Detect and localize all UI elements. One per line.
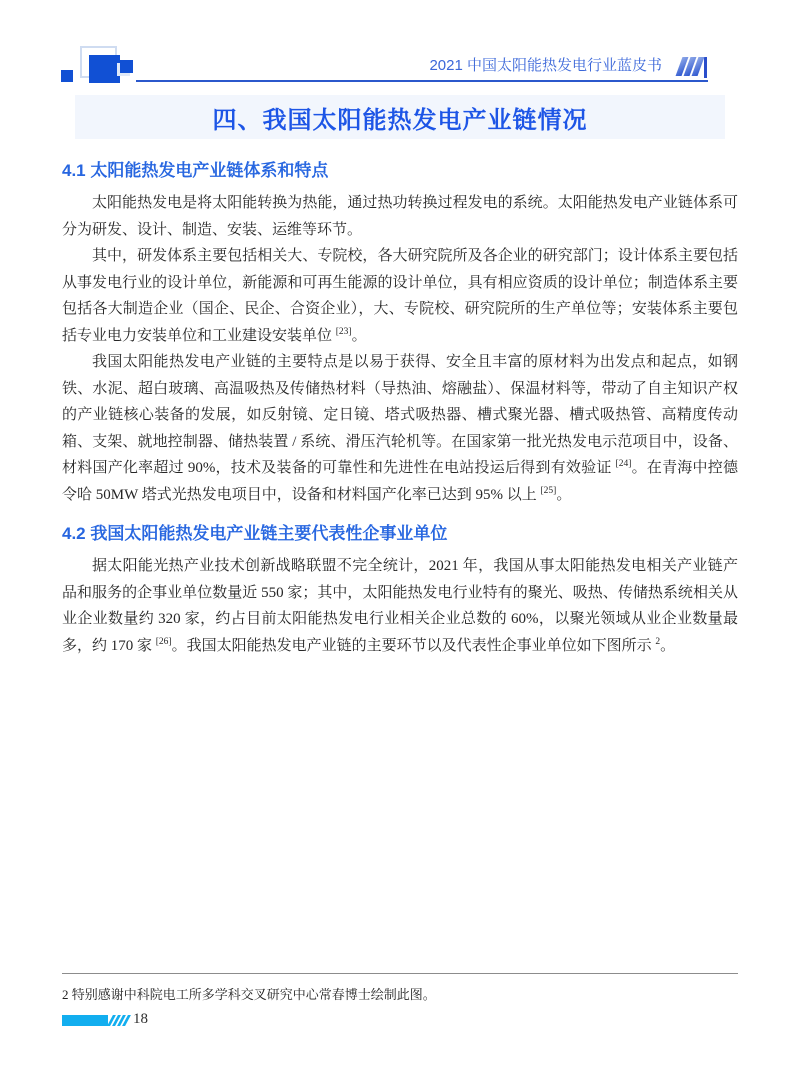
section-heading: 4.1 太阳能热发电产业链体系和特点	[62, 161, 329, 180]
reference-superscript: 2	[655, 636, 661, 647]
paragraph-text: 我国太阳能热发电产业链的主要特点是以易于获得、安全且丰富的原材料为出发点和起点，如钢铁、水泥、超白玻璃、高温吸热及传储热材料（导热油、熔融盐）、保温材料等，带动了自主知识产权的产业链核心装备的发展，如反射镜、定日镜、塔式吸热器、槽式聚光器、槽式吸热管、高精度传动箱、支架、就地控制器、储热装置 / 系统、滑压汽轮机等。在国家第一批光热发电示范项目中，设备、材料国产化率超过 90%，技术及装备的可靠性和先进性在电站投运后得到有效验证	[62, 354, 738, 476]
paragraph-text: 据太阳能光热产业技术创新战略联盟不完全统计，2021 年，我国从事太阳能热发电相关产业链产品和服务的企事业单位数量近 550 家；其中，太阳能热发电行业特有的聚光、吸热、传储热系统相关从业企业数量约 320 家，约占目前太阳能热发电行业相关企业总数的 60%，以聚光领域从业企业数量最多，约 170 家	[62, 558, 738, 654]
paragraph	[62, 349, 738, 508]
logo-square-large	[89, 55, 120, 83]
section-heading: 4.2 我国太阳能热发电产业链主要代表性企事业单位	[62, 524, 448, 543]
reference-superscript: [24]	[615, 459, 632, 469]
logo-square-small-right	[120, 60, 133, 73]
paragraph-text: 。在青海中控德令哈 50MW 塔式光热发电项目中，设备和材料国产化率已达到 95% 以上	[62, 460, 738, 503]
reference-superscript: [25]	[540, 485, 557, 496]
paragraph-text: 。我国太阳能热发电产业链的主要环节以及代表性企事业单位如下图所示	[171, 637, 656, 654]
paragraph-text: 。	[351, 327, 367, 344]
footnote-divider	[62, 973, 738, 974]
paragraph	[62, 243, 738, 349]
header-booklet-title: 2021 中国太阳能热发电行业蓝皮书	[429, 57, 662, 74]
page-number: 18	[133, 1011, 148, 1027]
footer-cyan-bar	[62, 1015, 108, 1026]
chapter-title-banner	[75, 95, 725, 139]
paragraph-text: 其中，研发体系主要包括相关大、专院校，各大研究院所及各企业的研究部门；设计体系主要包括从事发电行业的设计单位，新能源和可再生能源的设计单位，具有相应资质的设计单位；制造体系主要包括各大制造企业（国企、民企、合资企业），大、专院校、研究院所的生产单位等；安装体系主要包括专业电力安装单位和工业建设安装单位	[62, 248, 738, 344]
reference-superscript: [26]	[155, 636, 172, 647]
triple-slash-icon	[679, 57, 707, 79]
article-blocks	[62, 158, 738, 659]
footnote-text: 2 特别感谢中科院电工所多学科交叉研究中心常春博士绘制此图。	[62, 987, 436, 1002]
header-divider	[136, 80, 708, 82]
paragraph-text: 。	[660, 637, 676, 654]
paragraph	[62, 553, 738, 659]
paragraph	[62, 190, 738, 243]
paragraph-text: 太阳能热发电是将太阳能转换为热能，通过热功转换过程发电的系统。太阳能热发电产业链体系可分为研发、设计、制造、安装、运维等环节。	[62, 195, 738, 238]
logo-square-small-left	[61, 70, 73, 82]
chapter-title: 四、我国太阳能热发电产业链情况	[212, 106, 588, 134]
paragraph-text: 。	[556, 486, 572, 503]
footer-bar-icon	[62, 1015, 128, 1026]
reference-superscript: [23]	[335, 326, 352, 337]
